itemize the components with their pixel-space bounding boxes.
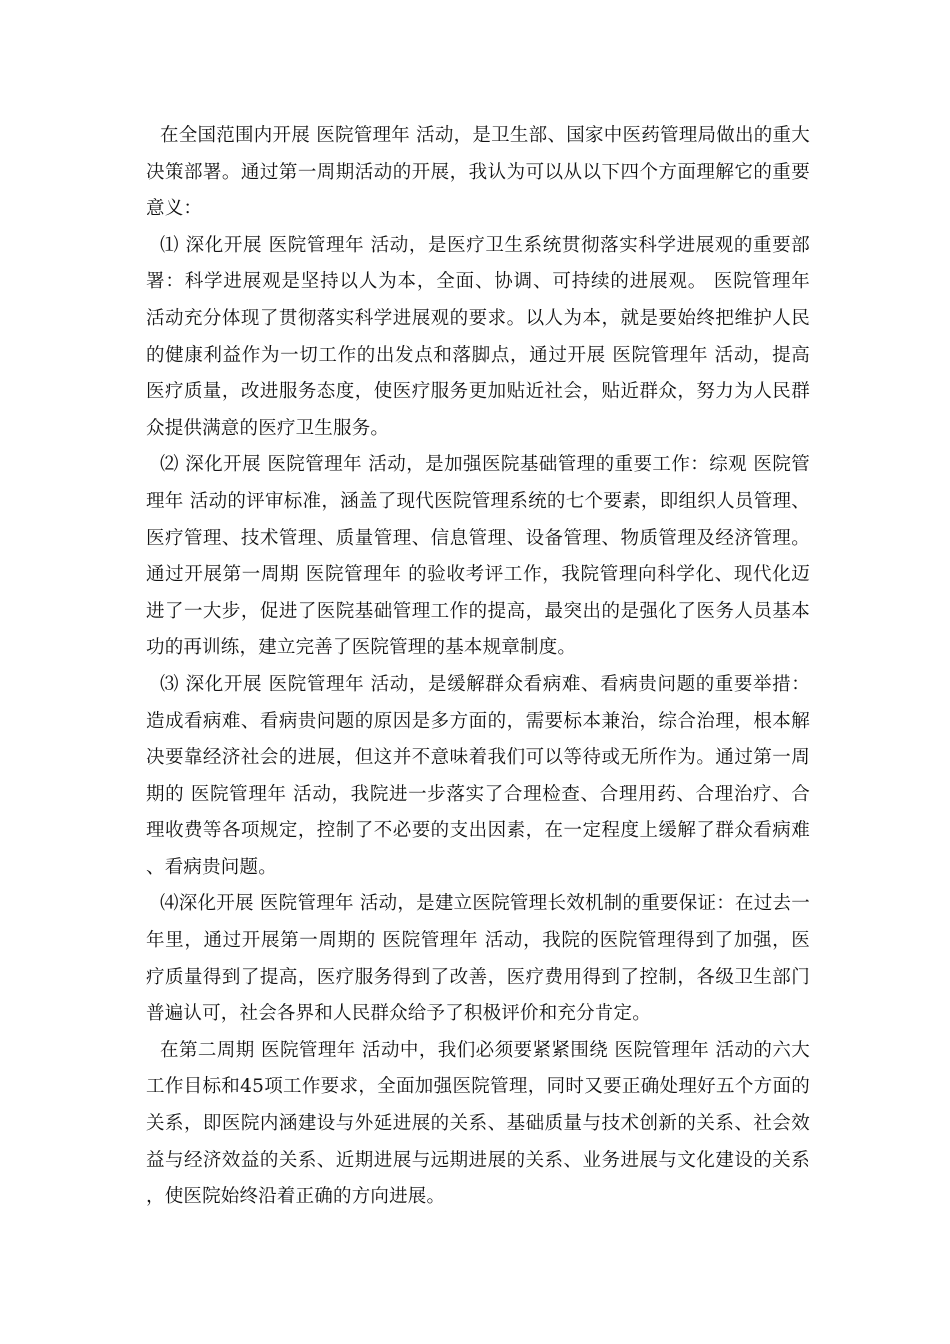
paragraph-point-3: ⑶ 深化开展 医院管理年 活动，是缓解群众看病难、看病贵问题的重要举措：造成看病难、看病贵问题的原因是多方面的，需要标本兼治，综合治理，根本解决要靠经济社会的进展，但这并不意味着我们可以等待或无所作为。通过第一周期的 医院管理年 活动，我院进一步落实了合理检查、合理用药、合理治疗、合理收费等各项规定，控制了不必要的支出因素，在一定程度上缓解了群众看病难、看病贵问题。 bbox=[146, 673, 810, 878]
paragraph-point-2: ⑵ 深化开展 医院管理年 活动，是加强医院基础管理的重要工作：综观 医院管理年 活动的评审标准，涵盖了现代医院管理系统的七个要素，即组织人员管理、医疗管理、技术管理、质量管理、信息管理、设备管理、物质管理及经济管理。通过开展第一周期 医院管理年 的验收考评工作，我院管理向科学化、现代化迈进了一大步，促进了医院基础管理工作的提高，最突出的是强化了医务人员基本功的再训练，建立完善了医院管理的基本规章制度。 bbox=[146, 454, 810, 659]
paragraph-point-4: ⑷深化开展 医院管理年 活动，是建立医院管理长效机制的重要保证：在过去一年里，通过开展第一周期的 医院管理年 活动，我院的医院管理得到了加强，医疗质量得到了提高，医疗服务得到了改善，医疗费用得到了控制，各级卫生部门普遍认可，社会各界和人民群众给予了积极评价和充分肯定。 bbox=[146, 893, 810, 1025]
paragraph-conclusion: 在第二周期 医院管理年 活动中，我们必须要紧紧围绕 医院管理年 活动的六大工作目标和45项工作要求，全面加强医院管理，同时又要正确处理好五个方面的关系，即医院内涵建设与外延进展的关系、基础质量与技术创新的关系、社会效益与经济效益的关系、近期进展与远期进展的关系、业务进展与文化建设的关系，使医院始终沿着正确的方向进展。 bbox=[146, 1039, 810, 1208]
paragraph-intro: 在全国范围内开展 医院管理年 活动，是卫生部、国家中医药管理局做出的重大决策部署。通过第一周期活动的开展，我认为可以从以下四个方面理解它的重要意义： bbox=[146, 125, 810, 220]
document-body bbox=[146, 118, 810, 1216]
paragraph-point-1: ⑴ 深化开展 医院管理年 活动，是医疗卫生系统贯彻落实科学进展观的重要部署：科学进展观是坚持以人为本，全面、协调、可持续的进展观。 医院管理年 活动充分体现了贯彻落实科学进展观的要求。以人为本，就是要始终把维护人民的健康利益作为一切工作的出发点和落脚点，通过开展 医院管理年 活动，提高医疗质量，改进服务态度，使医疗服务更加贴近社会，贴近群众，努力为人民群众提供满意的医疗卫生服务。 bbox=[146, 234, 810, 439]
